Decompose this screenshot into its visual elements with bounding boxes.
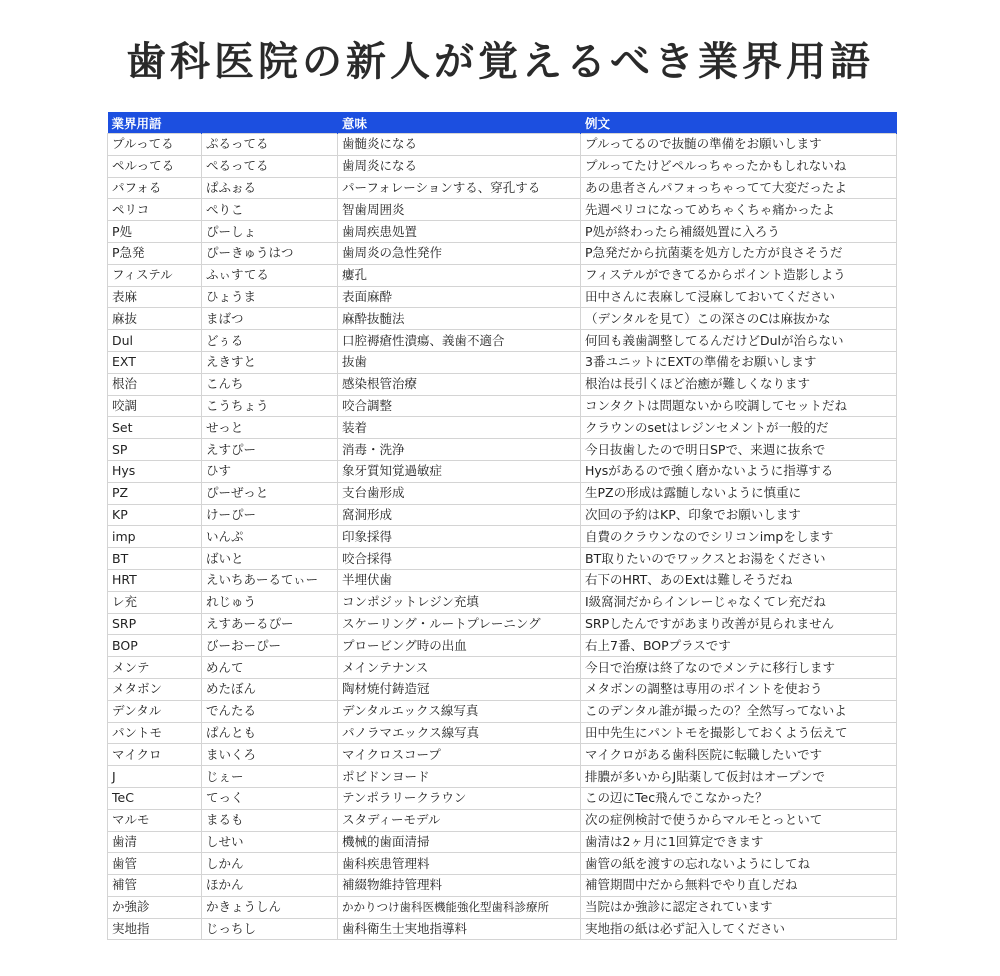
reading-cell: えすあーるぴー: [202, 613, 338, 635]
meaning-cell: 麻酔抜髄法: [338, 308, 581, 330]
example-cell: 次回の予約はKP、印象でお願いします: [581, 504, 897, 526]
reading-cell: じっちし: [202, 918, 338, 940]
reading-cell: ばいと: [202, 548, 338, 570]
term-cell: 麻抜: [108, 308, 202, 330]
meaning-cell: マイクロスコープ: [338, 744, 581, 766]
meaning-cell: 半埋伏歯: [338, 569, 581, 591]
term-cell: BOP: [108, 635, 202, 657]
term-cell: EXT: [108, 351, 202, 373]
meaning-cell: 智歯周囲炎: [338, 199, 581, 221]
example-cell: 田中さんに表麻して浸麻しておいてください: [581, 286, 897, 308]
example-cell: BT取りたいのでワックスとお湯をください: [581, 548, 897, 570]
example-cell: Ⅰ級窩洞だからインレーじゃなくてレ充だね: [581, 591, 897, 613]
reading-cell: まいくろ: [202, 744, 338, 766]
table-row: [108, 373, 897, 395]
meaning-cell: かかりつけ歯科医機能強化型歯科診療所: [338, 896, 581, 918]
term-cell: マルモ: [108, 809, 202, 831]
term-cell: SRP: [108, 613, 202, 635]
meaning-cell: 歯髄炎になる: [338, 134, 581, 156]
term-cell: PZ: [108, 482, 202, 504]
meaning-cell: パノラマエックス線写真: [338, 722, 581, 744]
reading-cell: かきょうしん: [202, 896, 338, 918]
table-row: [108, 569, 897, 591]
reading-cell: ひす: [202, 460, 338, 482]
table-row: [108, 809, 897, 831]
term-cell: Hys: [108, 460, 202, 482]
example-cell: SRPしたんですがあまり改善が見られません: [581, 613, 897, 635]
term-cell: 歯管: [108, 853, 202, 875]
example-cell: 実地指の紙は必ず記入してください: [581, 918, 897, 940]
reading-cell: でんたる: [202, 700, 338, 722]
term-cell: フィステル: [108, 264, 202, 286]
meaning-cell: 抜歯: [338, 351, 581, 373]
reading-cell: ぴーしょ: [202, 221, 338, 243]
table-row: [108, 744, 897, 766]
table-row: [108, 199, 897, 221]
example-cell: 今日で治療は終了なのでメンテに移行します: [581, 657, 897, 679]
reading-cell: こんち: [202, 373, 338, 395]
meaning-cell: 歯周炎の急性発作: [338, 242, 581, 264]
term-cell: ペリコ: [108, 199, 202, 221]
example-cell: メタボンの調整は専用のポイントを使おう: [581, 678, 897, 700]
reading-cell: どぅる: [202, 330, 338, 352]
meaning-cell: 歯周疾患処置: [338, 221, 581, 243]
meaning-cell: 咬合調整: [338, 395, 581, 417]
term-cell: 歯清: [108, 831, 202, 853]
reading-cell: てっく: [202, 787, 338, 809]
reading-cell: しせい: [202, 831, 338, 853]
reading-cell: ぺるってる: [202, 155, 338, 177]
table-row: [108, 504, 897, 526]
reading-cell: ぺりこ: [202, 199, 338, 221]
meaning-cell: 装着: [338, 417, 581, 439]
table-row: [108, 242, 897, 264]
reading-cell: えすぴー: [202, 439, 338, 461]
meaning-cell: メインテナンス: [338, 657, 581, 679]
example-cell: 歯管の紙を渡すの忘れないようにしてね: [581, 853, 897, 875]
table-row: [108, 526, 897, 548]
reading-cell: ぱんとも: [202, 722, 338, 744]
reading-cell: めたぼん: [202, 678, 338, 700]
meaning-cell: 印象採得: [338, 526, 581, 548]
example-cell: （デンタルを見て）この深さのCは麻抜かな: [581, 308, 897, 330]
reading-cell: いんぷ: [202, 526, 338, 548]
term-cell: J: [108, 766, 202, 788]
term-cell: imp: [108, 526, 202, 548]
meaning-cell: 表面麻酔: [338, 286, 581, 308]
meaning-cell: 象牙質知覚過敏症: [338, 460, 581, 482]
header-reading: [202, 112, 338, 134]
table-row: [108, 766, 897, 788]
term-cell: TeC: [108, 787, 202, 809]
example-cell: 根治は長引くほど治癒が難しくなります: [581, 373, 897, 395]
reading-cell: ぱふぉる: [202, 177, 338, 199]
example-cell: 今日抜歯したので明日SPで、来週に抜糸で: [581, 439, 897, 461]
meaning-cell: 消毒・洗浄: [338, 439, 581, 461]
table-row: [108, 657, 897, 679]
term-cell: BT: [108, 548, 202, 570]
example-cell: 歯清は2ヶ月に1回算定できます: [581, 831, 897, 853]
term-cell: 咬調: [108, 395, 202, 417]
term-cell: Set: [108, 417, 202, 439]
example-cell: この辺にTec飛んでこなかった？: [581, 787, 897, 809]
table-row: [108, 896, 897, 918]
reading-cell: えきすと: [202, 351, 338, 373]
reading-cell: けーぴー: [202, 504, 338, 526]
table-row: [108, 722, 897, 744]
meaning-cell: コンポジットレジン充填: [338, 591, 581, 613]
term-cell: メンテ: [108, 657, 202, 679]
meaning-cell: 感染根管治療: [338, 373, 581, 395]
example-cell: フィステルができてるからポイント造影しよう: [581, 264, 897, 286]
reading-cell: こうちょう: [202, 395, 338, 417]
reading-cell: ふぃすてる: [202, 264, 338, 286]
example-cell: クラウンのsetはレジンセメントが一般的だ: [581, 417, 897, 439]
meaning-cell: テンポラリークラウン: [338, 787, 581, 809]
example-cell: 生PZの形成は露髄しないように慎重に: [581, 482, 897, 504]
example-cell: 3番ユニットにEXTの準備をお願いします: [581, 351, 897, 373]
term-cell: P急発: [108, 242, 202, 264]
term-cell: Dul: [108, 330, 202, 352]
header-meaning: 意味: [338, 112, 581, 134]
term-cell: メタボン: [108, 678, 202, 700]
reading-cell: ぷるってる: [202, 134, 338, 156]
meaning-cell: 機械的歯面清掃: [338, 831, 581, 853]
term-cell: パントモ: [108, 722, 202, 744]
header-term: 業界用語: [108, 112, 202, 134]
term-cell: 表麻: [108, 286, 202, 308]
reading-cell: じぇー: [202, 766, 338, 788]
reading-cell: まるも: [202, 809, 338, 831]
example-cell: P処が終わったら補綴処置に入ろう: [581, 221, 897, 243]
example-cell: P急発だから抗菌薬を処方した方が良さそうだ: [581, 242, 897, 264]
example-cell: 次の症例検討で使うからマルモとっといて: [581, 809, 897, 831]
meaning-cell: パーフォレーションする、穿孔する: [338, 177, 581, 199]
term-cell: 補管: [108, 875, 202, 897]
reading-cell: ぴーきゅうはつ: [202, 242, 338, 264]
table-row: [108, 853, 897, 875]
table-row: [108, 351, 897, 373]
glossary-table: [107, 112, 897, 940]
term-cell: パフォる: [108, 177, 202, 199]
reading-cell: せっと: [202, 417, 338, 439]
table-row: [108, 221, 897, 243]
example-cell: あの患者さんパフォっちゃってて大変だったよ: [581, 177, 897, 199]
example-cell: 右上7番、BOPプラスです: [581, 635, 897, 657]
meaning-cell: 陶材焼付鋳造冠: [338, 678, 581, 700]
table-row: [108, 177, 897, 199]
table-row: [108, 831, 897, 853]
term-cell: プルってる: [108, 134, 202, 156]
meaning-cell: 補綴物維持管理料: [338, 875, 581, 897]
reading-cell: れじゅう: [202, 591, 338, 613]
reading-cell: びーおーぴー: [202, 635, 338, 657]
meaning-cell: スタディーモデル: [338, 809, 581, 831]
term-cell: ペルってる: [108, 155, 202, 177]
example-cell: Hysがあるので強く磨かないように指導する: [581, 460, 897, 482]
example-cell: 排膿が多いからJ貼薬して仮封はオープンで: [581, 766, 897, 788]
example-cell: コンタクトは問題ないから咬調してセットだね: [581, 395, 897, 417]
example-cell: プルってたけどペルっちゃったかもしれないね: [581, 155, 897, 177]
term-cell: か強診: [108, 896, 202, 918]
example-cell: 自費のクラウンなのでシリコンimpをします: [581, 526, 897, 548]
term-cell: 根治: [108, 373, 202, 395]
table-row: [108, 548, 897, 570]
example-cell: 当院はか強診に認定されています: [581, 896, 897, 918]
meaning-cell: 支台歯形成: [338, 482, 581, 504]
example-cell: 何回も義歯調整してるんだけどDulが治らない: [581, 330, 897, 352]
table-row: [108, 286, 897, 308]
meaning-cell: スケーリング・ルートプレーニング: [338, 613, 581, 635]
table-row: [108, 395, 897, 417]
meaning-cell: デンタルエックス線写真: [338, 700, 581, 722]
reading-cell: ほかん: [202, 875, 338, 897]
term-cell: HRT: [108, 569, 202, 591]
reading-cell: めんて: [202, 657, 338, 679]
table-row: [108, 700, 897, 722]
term-cell: レ充: [108, 591, 202, 613]
example-cell: 右下のHRT、あのExtは難しそうだね: [581, 569, 897, 591]
meaning-cell: 歯周炎になる: [338, 155, 581, 177]
reading-cell: しかん: [202, 853, 338, 875]
table-row: [108, 134, 897, 156]
example-cell: マイクロがある歯科医院に転職したいです: [581, 744, 897, 766]
term-cell: KP: [108, 504, 202, 526]
table-row: [108, 330, 897, 352]
table-header-row: [108, 112, 897, 134]
reading-cell: ひょうま: [202, 286, 338, 308]
meaning-cell: 歯科衛生士実地指導料: [338, 918, 581, 940]
meaning-cell: プロービング時の出血: [338, 635, 581, 657]
table-row: [108, 308, 897, 330]
example-cell: このデンタル誰が撮ったの？全然写ってないよ: [581, 700, 897, 722]
term-cell: マイクロ: [108, 744, 202, 766]
meaning-cell: ポビドンヨード: [338, 766, 581, 788]
table-row: [108, 678, 897, 700]
meaning-cell: 口腔褥瘡性潰瘍、義歯不適合: [338, 330, 581, 352]
term-cell: 実地指: [108, 918, 202, 940]
table-body: [108, 134, 897, 940]
header-example: 例文: [581, 112, 897, 134]
table-row: [108, 155, 897, 177]
table-row: [108, 613, 897, 635]
table-row: [108, 482, 897, 504]
meaning-cell: 咬合採得: [338, 548, 581, 570]
example-cell: 補管期間中だから無料でやり直しだね: [581, 875, 897, 897]
table-row: [108, 460, 897, 482]
page-title: 歯科医院の新人が覚えるべき業界用語: [126, 39, 874, 85]
table-row: [108, 875, 897, 897]
table-row: [108, 439, 897, 461]
meaning-cell: 窩洞形成: [338, 504, 581, 526]
reading-cell: ぴーぜっと: [202, 482, 338, 504]
term-cell: P処: [108, 221, 202, 243]
meaning-cell: 瘻孔: [338, 264, 581, 286]
table-row: [108, 264, 897, 286]
meaning-cell: 歯科疾患管理料: [338, 853, 581, 875]
table-row: [108, 787, 897, 809]
reading-cell: まばつ: [202, 308, 338, 330]
table-row: [108, 918, 897, 940]
term-cell: SP: [108, 439, 202, 461]
example-cell: プルってるので抜髄の準備をお願いします: [581, 134, 897, 156]
example-cell: 田中先生にパントモを撮影しておくよう伝えて: [581, 722, 897, 744]
table-row: [108, 591, 897, 613]
reading-cell: えいちあーるてぃー: [202, 569, 338, 591]
table-row: [108, 635, 897, 657]
table-row: [108, 417, 897, 439]
term-cell: デンタル: [108, 700, 202, 722]
example-cell: 先週ペリコになってめちゃくちゃ痛かったよ: [581, 199, 897, 221]
